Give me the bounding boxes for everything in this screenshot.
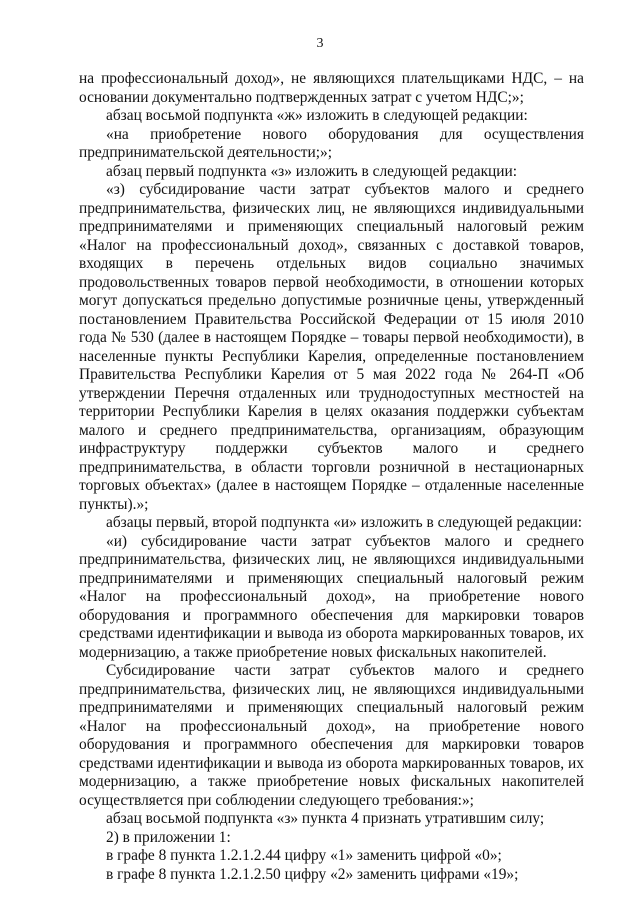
paragraph: на профессиональный доход», не являющихся плательщиками НДС, – на основании документально подтвержденных затрат с учетом НДС;»; [79, 70, 584, 106]
paragraph: «з) субсидирование части затрат субъектов малого и среднего предпринимательства, физических лиц, не являющихся индивидуальными предпринимателями и применяющих специальный налоговый режим «Налог на профессиональный доход», связанных с доставкой товаров, входящих в перечень отдельных видов социально значимых продовольственных товаров первой необходимости, в отношении которых могут допускаться предельно допустимые розничные цены, утвержденный постановлением Правительства Российской Федерации от 15 июля 2010 года № 530 (далее в настоящем Порядке – товары первой необходимости), в населенные пункты Республики Карелия, определенные постановлением Правительства Республики Карелия от 5 мая 2022 года № 264-П «Об утверждении Перечня отдаленных или труднодоступных местностей на территории Республики Карелия в целях оказания поддержки субъектам малого и среднего предпринимательства, организациям, образующим инфраструктуру поддержки субъектов малого и среднего предпринимательства, в области торговли розничной в нестационарных торговых объектах» (далее в настоящем Порядке – отдаленные населенные пункты).»; [79, 181, 584, 513]
paragraph: «на приобретение нового оборудования для осуществления предпринимательской деятельности;»; [79, 125, 584, 161]
paragraph: в графе 8 пункта 1.2.1.2.44 цифру «1» заменить цифрой «0»; [106, 847, 502, 864]
paragraph: Субсидирование части затрат субъектов малого и среднего предпринимательства, физических лиц, не являющихся индивидуальными предпринимателями и применяющих специальный налоговый режим «Налог на профессиональный доход», на приобретение нового оборудования и программного обеспечения для маркировки товаров средствами идентификации и вывода из оборота маркированных товаров, их модернизацию, а также приобретение новых фискальных накопителей осуществляется при соблюдении следующего требования:»; [79, 662, 584, 809]
paragraph: «и) субсидирование части затрат субъектов малого и среднего предпринимательства, физических лиц, не являющихся индивидуальными предпринимателями и применяющих специальный налоговый режим «Налог на профессиональный доход», на приобретение нового оборудования и программного обеспечения для маркировки товаров средствами идентификации и вывода из оборота маркированных товаров, их модернизацию, а также приобретение новых фискальных накопителей. [79, 532, 584, 661]
page-number: 3 [316, 36, 324, 51]
paragraph: в графе 8 пункта 1.2.1.2.50 цифру «2» заменить цифрами «19»; [106, 865, 519, 883]
paragraph: абзац восьмой подпункта «з» пункта 4 признать утратившим силу; [106, 810, 545, 827]
paragraph: абзац восьмой подпункта «ж» изложить в следующей редакции: [106, 107, 528, 124]
paragraph: абзац первый подпункта «з» изложить в следующей редакции: [106, 162, 518, 180]
paragraph: абзацы первый, второй подпункта «и» изложить в следующей редакции: [106, 514, 582, 531]
paragraph: 2) в приложении 1: [106, 828, 231, 846]
document-body [79, 70, 584, 884]
